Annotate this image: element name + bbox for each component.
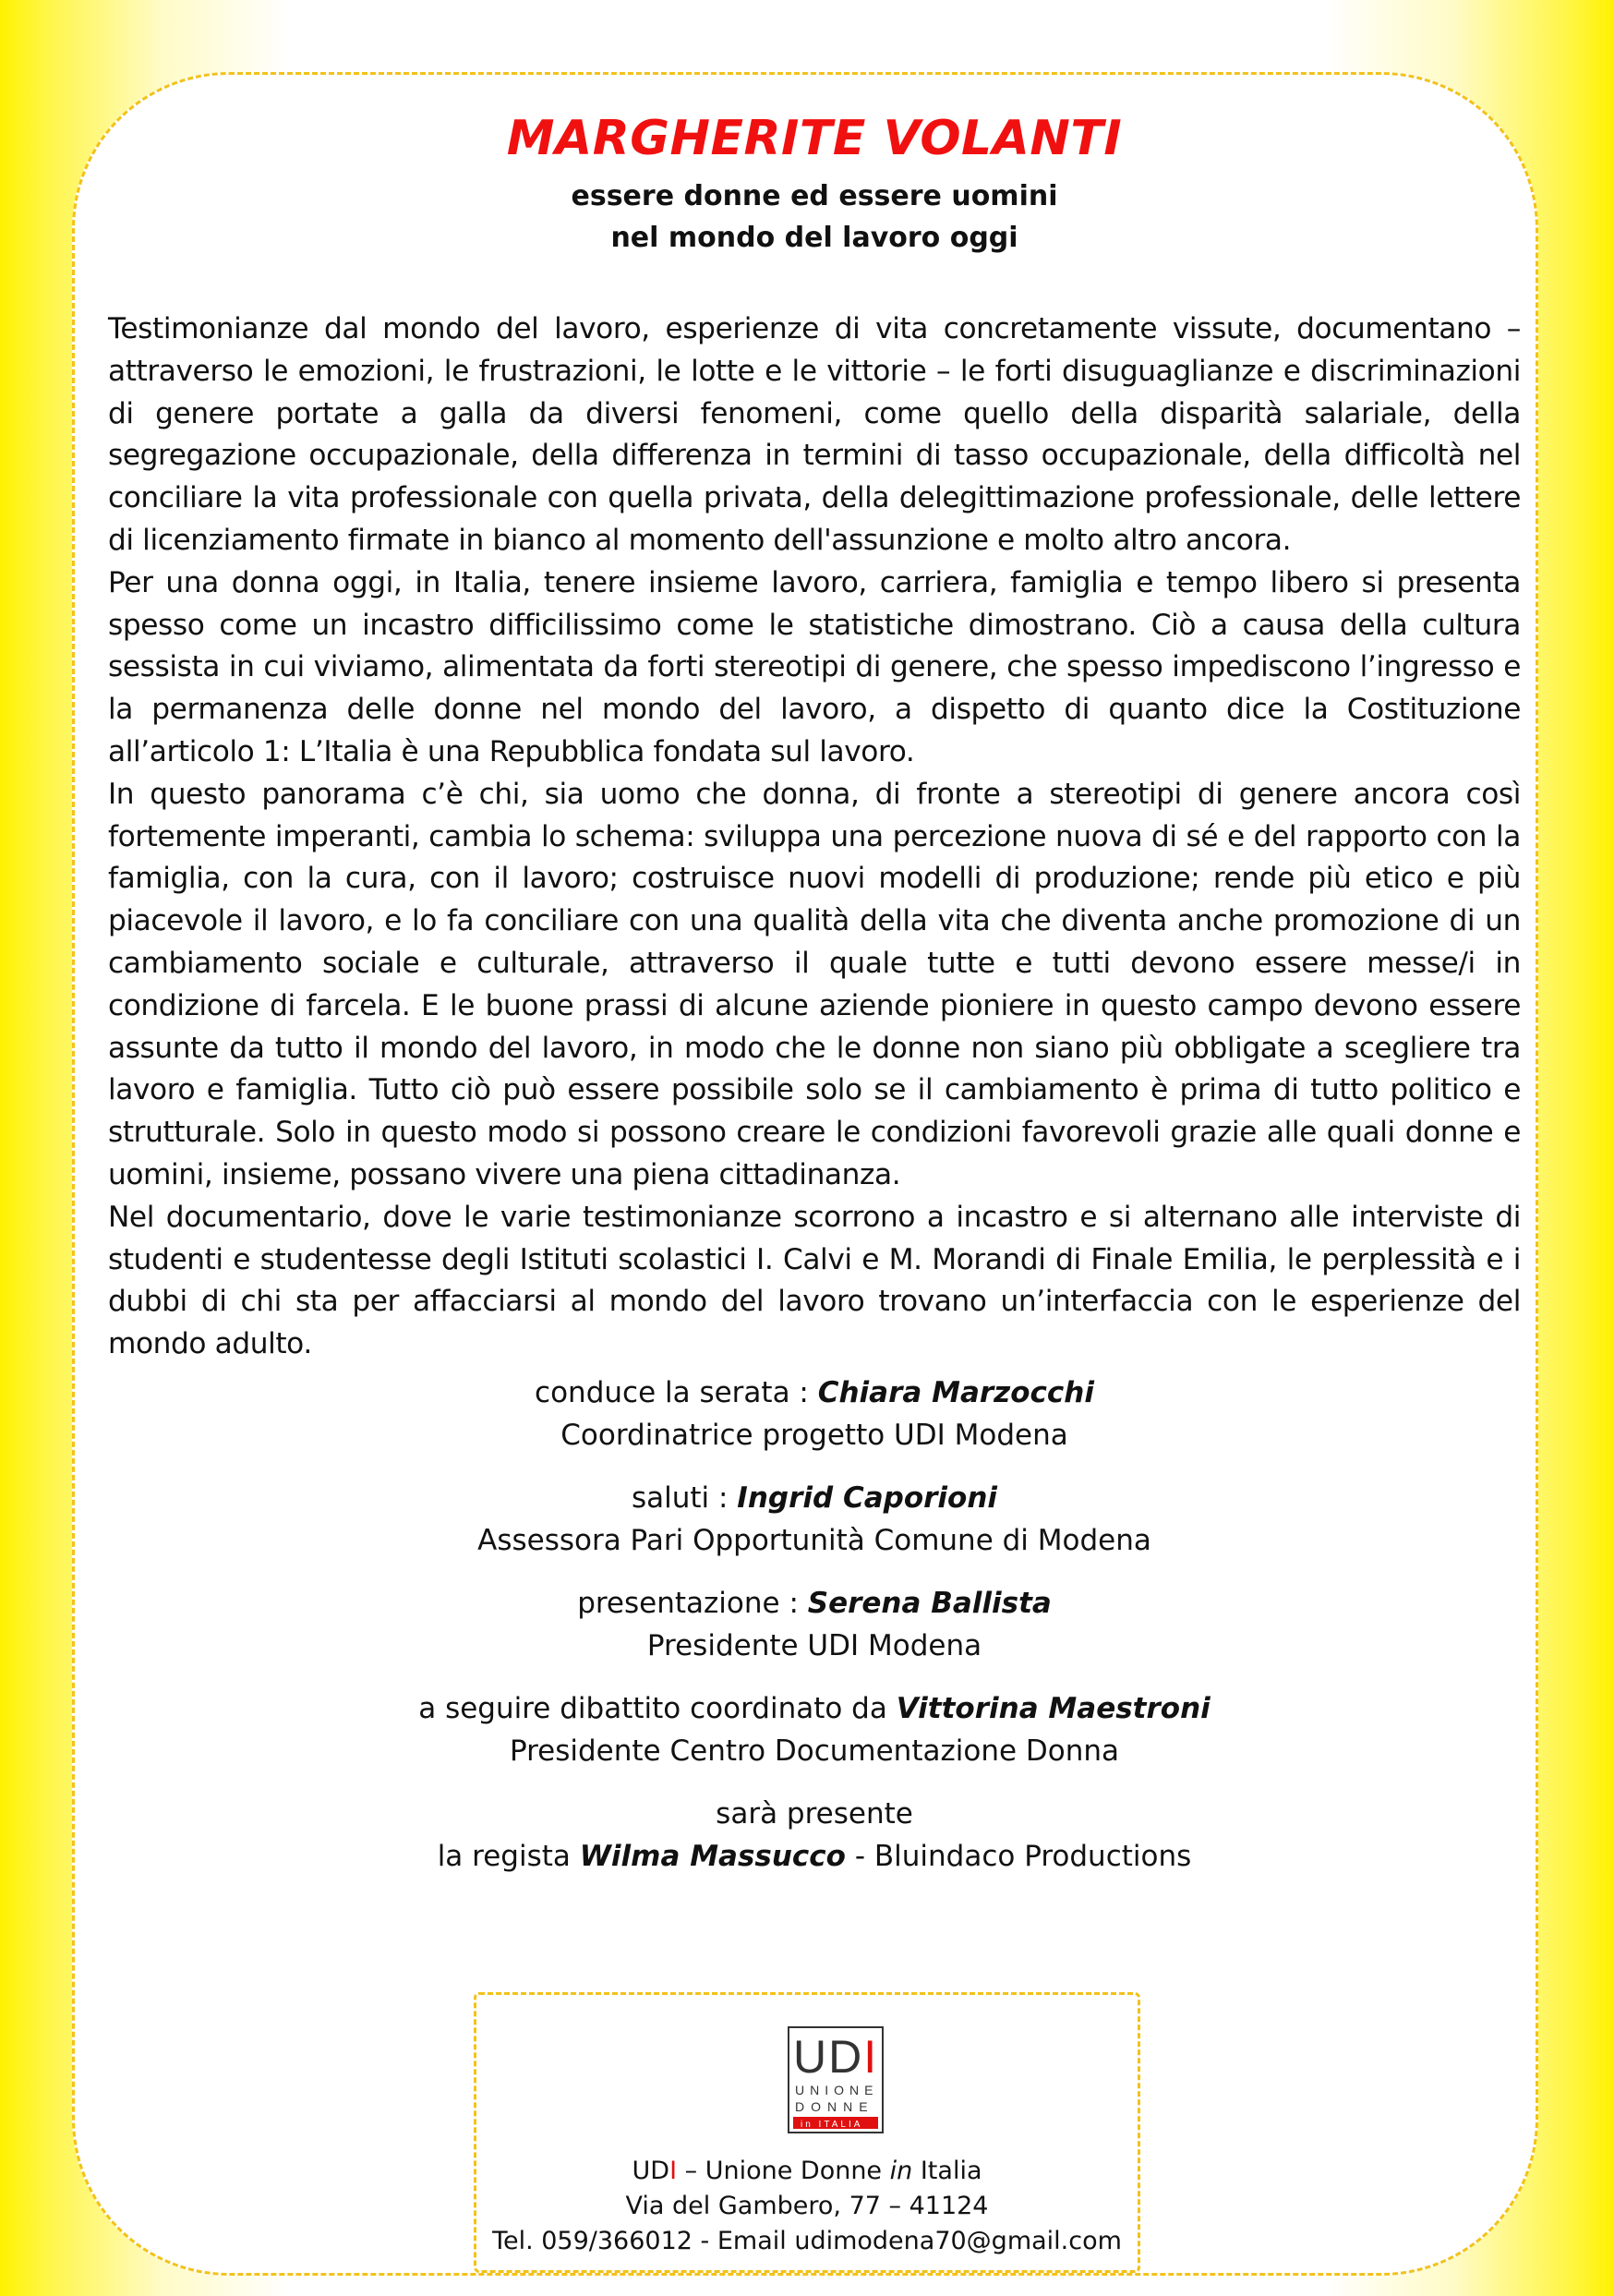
paragraph: Testimonianze dal mondo del lavoro, esperienze di vita concretamente vissute, documentano – attraverso le emozioni, le frustrazioni, le lotte e le vittorie – le forti disuguaglianze e discriminazioni di genere portate a galla da diversi fenomeni, come quello della disparità salariale, della segregazione occupazionale, della differenza in termini di tasso occupazionale, della difficoltà nel conciliare la vita professionale con quella privata, della delegittimazione professionale, delle lettere di licenziamento firmate in bianco al momento dell'assunzione e molto altro ancora.: [108, 312, 1521, 557]
event-subtitle: [108, 175, 1521, 259]
credit-name: Vittorina Maestroni: [896, 1691, 1210, 1725]
organizer-info: [476, 2154, 1138, 2259]
director-suffix: - Bluindaco Productions: [845, 1839, 1192, 1873]
credit-role: Presidente Centro Documentazione Donna: [509, 1734, 1120, 1768]
credit-role: Assessora Pari Opportunità Comune di Modena: [477, 1523, 1151, 1557]
udi-logo: [788, 2026, 884, 2133]
credit-name: Chiara Marzocchi: [817, 1375, 1094, 1409]
credit-debate: [108, 1687, 1521, 1772]
credit-role: Coordinatrice progetto UDI Modena: [560, 1418, 1068, 1452]
credit-prefix: conduce la serata :: [535, 1375, 818, 1409]
director-intro: sarà presente: [716, 1796, 913, 1831]
logo-line-3: in ITALIA: [801, 2120, 863, 2130]
credit-prefix: a seguire dibattito coordinato da: [418, 1691, 897, 1725]
organizer-box: [474, 1992, 1140, 2273]
subtitle-line-2: nel mondo del lavoro oggi: [610, 222, 1018, 254]
subtitle-line-1: essere donne ed essere uomini: [571, 180, 1058, 212]
logo-line-1: UNIONE: [795, 2083, 879, 2097]
credit-prefix: saluti :: [631, 1480, 738, 1515]
paragraph: Per una donna oggi, in Italia, tenere insieme lavoro, carriera, famiglia e tempo libero si presenta spesso come un incastro difficilissimo come le statistiche dimostrano. Ciò a causa della cultura sessista in cui viviamo, alimentata da forti stereotipi di genere, che spesso impediscono l’ingresso e la permanenza delle donne nel mondo del lavoro, a dispetto di quanto dice la Costituzione all’articolo 1: L’Italia è una Repubblica fondata sul lavoro.: [108, 565, 1521, 768]
credit-director: [108, 1793, 1521, 1878]
credit-name: Ingrid Caporioni: [737, 1480, 998, 1515]
credit-prefix: presentazione :: [577, 1586, 808, 1620]
credit-name: Serena Ballista: [807, 1586, 1052, 1620]
director-name: Wilma Massucco: [579, 1839, 846, 1873]
organizer-address: Via del Gambero, 77 – 41124: [625, 2192, 989, 2220]
logo-letters: UD: [793, 2031, 864, 2083]
credit-role: Presidente UDI Modena: [646, 1628, 982, 1662]
svg-text:UDI: [793, 2031, 878, 2083]
paragraph: In questo panorama c’è chi, sia uomo che donna, di fronte a stereotipi di genere ancora così fortemente imperanti, cambia lo schema: sviluppa una percezione nuova di sé e del rapporto con la famiglia, con la cura, con il lavoro; costruisce nuovi modelli di produzione; rende più etico e più piacevole il lavoro, e lo fa conciliare con una qualità della vita che diventa anche promozione di un cambiamento sociale e culturale, attraverso il quale tutte e tutti devono essere messe/i in condizione di farcela. E le buone prassi di alcune aziende pioniere in questo campo devono essere assunte da tutto il mondo del lavoro, in modo che le donne non siano più obbligate a scegliere tra lavoro e famiglia. Tutto ciò può essere possibile solo se il cambiamento è prima di tutto politico e strutturale. Solo in questo modo si possono creare le condizioni favorevoli grazie alle quali donne e uomini, insieme, possano vivere una piena cittadinanza.: [108, 777, 1521, 1191]
credit-presentation: [108, 1582, 1521, 1667]
director-prefix: la regista: [437, 1839, 580, 1873]
paragraph: Nel documentario, dove le varie testimonianze scorrono a incastro e si alternano alle interviste di studenti e studentesse degli Istituti scolastici I. Calvi e M. Morandi di Finale Emilia, le perplessità e i dubbi di chi sta per affacciarsi al mondo del lavoro trovano un’interfaccia con le esperienze del mondo adulto.: [108, 1200, 1521, 1361]
event-title: MARGHERITE VOLANTI: [506, 111, 1123, 166]
speakers-list: [108, 1372, 1521, 1878]
logo-line-2: DONNE: [795, 2099, 874, 2114]
flyer-content: [108, 109, 1521, 1898]
organizer-contacts: Tel. 059/366012 - Email udimodena70@gmail.com: [492, 2227, 1122, 2255]
organizer-name: UDI – Unione Donne in Italia: [632, 2157, 982, 2185]
logo-letter-i: I: [863, 2031, 879, 2083]
credit-greetings: [108, 1477, 1521, 1562]
credit-host: [108, 1372, 1521, 1456]
description-text: [108, 308, 1521, 1366]
